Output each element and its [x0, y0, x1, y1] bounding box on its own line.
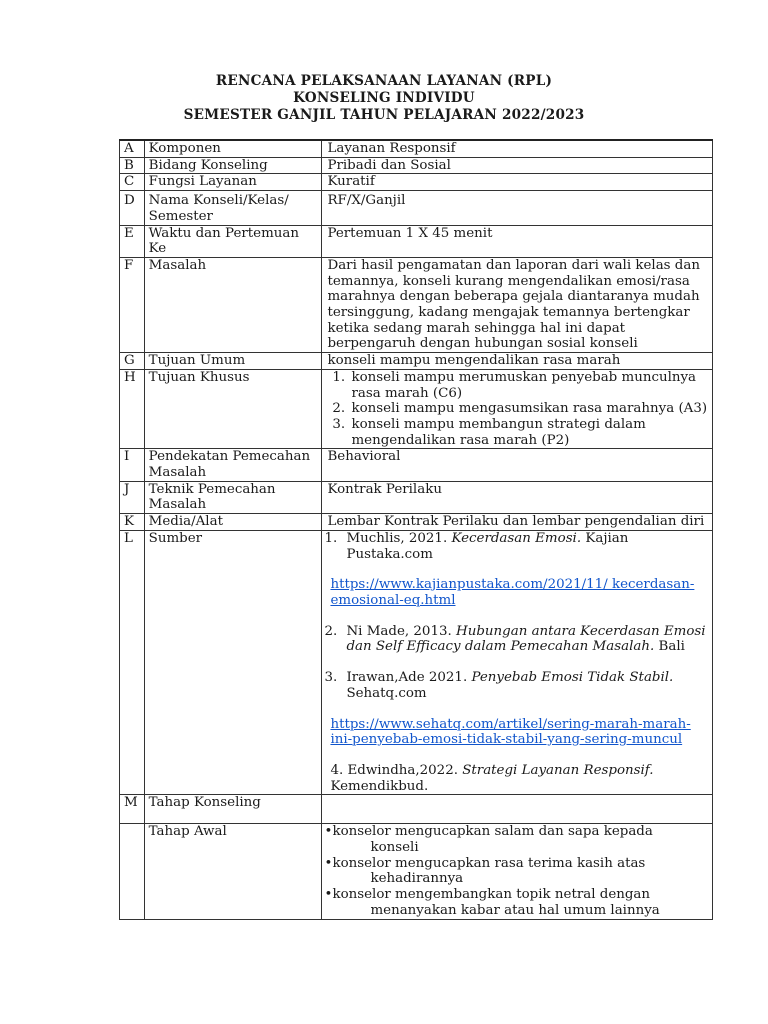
list-item: [324, 763, 708, 794]
table-row: [120, 191, 713, 225]
row-code: D: [120, 191, 145, 225]
row-value: konseli mampu mengendalikan rasa marah: [322, 353, 713, 370]
row-label: Komponen: [144, 140, 322, 157]
row-label: Fungsi Layanan: [144, 174, 322, 191]
list-item: 1. konseli mampu merumuskan penyebab munculnya rasa marah (C6): [349, 370, 708, 401]
list-item: 2. konseli mampu mengasumsikan rasa marahnya (A3): [349, 401, 708, 417]
table-row: [120, 530, 713, 794]
row-code: K: [120, 514, 145, 531]
document-semester: SEMESTER GANJIL TAHUN PELAJARAN 2022/2023: [183, 107, 585, 123]
list-number: 3.: [324, 670, 338, 686]
bullet-icon: •: [324, 824, 333, 840]
row-code: E: [120, 225, 145, 257]
table-row: [120, 140, 713, 157]
row-label: Teknik Pemecahan Masalah: [144, 481, 322, 513]
tujuan-khusus-list: [322, 369, 713, 449]
row-value: Behavioral: [322, 449, 713, 481]
list-item: • konselor mengucapkan salam dan sapa kepada konseli: [324, 824, 653, 856]
row-code: B: [120, 157, 145, 174]
row-code: M: [120, 795, 145, 824]
rpl-table: [119, 139, 713, 920]
row-label: Tujuan Khusus: [144, 369, 322, 449]
table-row: [120, 353, 713, 370]
row-label: Tujuan Umum: [144, 353, 322, 370]
reference-text: 4. Edwindha,2022. Strategi Layanan Responsif. Kemendikbud.: [330, 762, 654, 794]
row-code: H: [120, 369, 145, 449]
row-value: [322, 795, 713, 824]
tahap-awal-list: [322, 824, 713, 919]
list-item: [324, 624, 708, 655]
row-label: Tahap Konseling: [144, 795, 322, 824]
row-label: Pendekatan Pemecahan Masalah: [144, 449, 322, 481]
sumber-list: [322, 530, 713, 794]
list-number: 2.: [324, 623, 338, 639]
row-value: Dari hasil pengamatan dan laporan dari wali kelas dan temannya, konseli kurang mengendalikan emosi/rasa marahnya dengan beberapa gejala diantaranya mudah tersinggung, kadang mengajak temannya bertengkar ketika sedang marah sehingga hal ini dapat berpengaruh dengan hubungan sosial konseli: [322, 257, 713, 352]
row-code: A: [120, 140, 145, 157]
row-code: F: [120, 257, 145, 352]
row-label: Masalah: [144, 257, 322, 352]
list-item: 3. konseli mampu membangun strategi dalam mengendalikan rasa marah (P2): [349, 417, 708, 448]
media-alat-text: Lembar Kontrak Perilaku dan lembar pengendalian diri: [327, 514, 705, 530]
row-value: RF/X/Ganjil: [322, 191, 713, 225]
row-value: Pertemuan 1 X 45 menit: [322, 225, 713, 257]
table-row: [120, 449, 713, 481]
bullet-icon: •: [324, 855, 333, 871]
table-row: [120, 514, 713, 531]
table-row: [120, 481, 713, 513]
row-value: Pribadi dan Sosial: [322, 157, 713, 174]
document-title: RENCANA PELAKSANAAN LAYANAN (RPL): [215, 73, 553, 89]
row-label: Bidang Konseling: [144, 157, 322, 174]
reference-link[interactable]: https://www.kajianpustaka.com/2021/11/ kecerdasan-emosional-eq.html: [330, 577, 695, 608]
row-label: Sumber: [144, 530, 322, 794]
row-label: Nama Konseli/Kelas/ Semester: [144, 191, 322, 225]
row-value: [322, 514, 713, 531]
document-subtitle: KONSELING INDIVIDU: [293, 90, 475, 106]
row-label: Waktu dan Pertemuan Ke: [144, 225, 322, 257]
table-row: [120, 795, 713, 824]
reference-text: Ni Made, 2013. Hubungan antara Kecerdasan Emosi dan Self Efficacy dalam Pemecahan Masalah. Bali: [346, 623, 706, 655]
list-item: • konselor mengucapkan rasa terima kasih atas kehadirannya: [324, 855, 646, 887]
row-code: G: [120, 353, 145, 370]
row-code: L: [120, 530, 145, 794]
row-code: C: [120, 174, 145, 191]
row-code: I: [120, 449, 145, 481]
reference-link[interactable]: https://www.sehatq.com/artikel/sering-marah-marah-ini-penyebab-emosi-tidak-stabil-yang-sering-muncul: [330, 716, 691, 748]
reference-text: Irawan,Ade 2021. Penyebab Emosi Tidak Stabil. Sehatq.com: [346, 670, 674, 701]
list-item: [324, 670, 708, 701]
row-value: Layanan Responsif: [322, 140, 713, 157]
row-value: Kuratif: [322, 174, 713, 191]
row-label: Media/Alat: [144, 514, 322, 531]
table-row: [120, 174, 713, 191]
table-row: [120, 369, 713, 449]
bullet-icon: •: [324, 887, 333, 903]
list-item: • konselor mengembangkan topik netral dengan menanyakan kabar atau hal umum lainnya: [324, 887, 660, 918]
list-item: [324, 531, 708, 562]
table-row: [120, 157, 713, 174]
list-number: 1.: [324, 530, 338, 546]
row-value: Kontrak Perilaku: [322, 481, 713, 513]
reference-text: Muchlis, 2021. Kecerdasan Emosi. Kajian Pustaka.com: [346, 530, 629, 562]
row-code: [120, 824, 145, 919]
row-label: Tahap Awal: [144, 824, 322, 919]
table-row: [120, 257, 713, 352]
table-row: [120, 824, 713, 919]
row-code: J: [120, 481, 145, 513]
table-row: [120, 225, 713, 257]
